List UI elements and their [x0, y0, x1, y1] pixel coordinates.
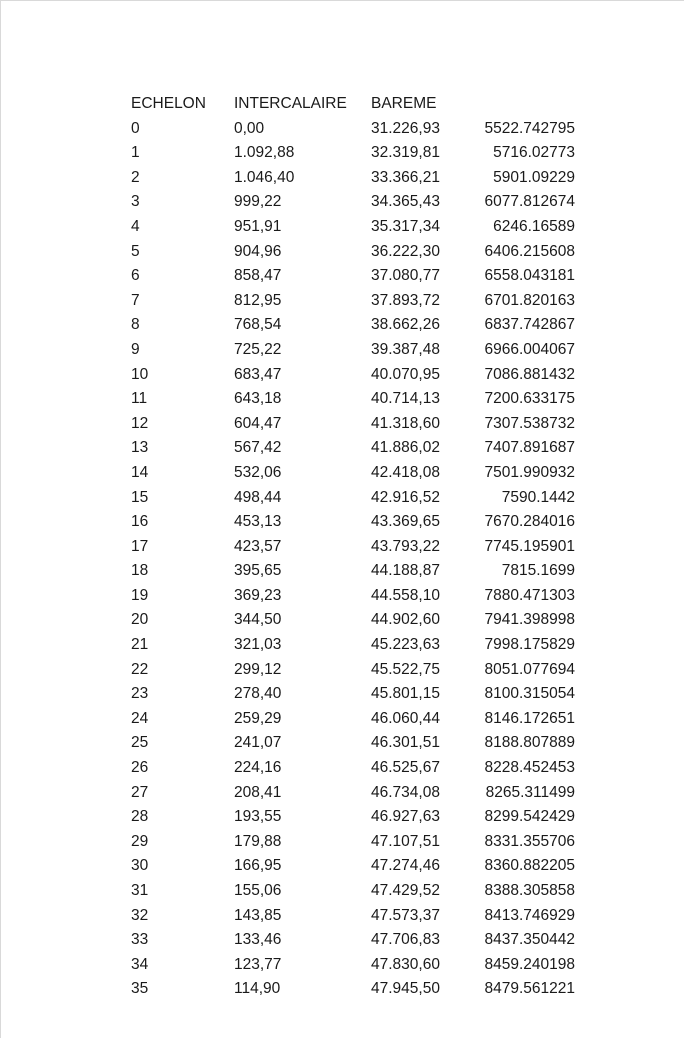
echelon-cell: 0 — [131, 119, 140, 137]
value-cell: 8188.807889 — [484, 734, 575, 752]
echelon-cell: 13 — [131, 439, 149, 457]
intercalaire-cell: 567,42 — [234, 439, 282, 457]
echelon-cell: 10 — [131, 365, 149, 383]
intercalaire-cell: 259,29 — [234, 709, 282, 727]
bareme-cell: 45.801,15 — [371, 685, 440, 703]
table-row — [131, 461, 575, 486]
echelon-cell: 1 — [131, 144, 140, 162]
bareme-cell: 47.706,83 — [371, 931, 440, 949]
table-row — [131, 731, 575, 756]
bareme-cell: 40.714,13 — [371, 390, 440, 408]
bareme-cell: 41.318,60 — [371, 414, 440, 432]
value-cell: 7745.195901 — [484, 537, 575, 555]
intercalaire-cell: 369,23 — [234, 586, 282, 604]
bareme-cell: 47.830,60 — [371, 955, 440, 973]
bareme-cell: 31.226,93 — [371, 119, 440, 137]
bareme-cell: 43.793,22 — [371, 537, 440, 555]
value-cell: 7200.633175 — [484, 390, 575, 408]
intercalaire-cell: 951,91 — [234, 217, 282, 235]
intercalaire-cell: 423,57 — [234, 537, 282, 555]
value-cell: 7307.538732 — [484, 414, 575, 432]
table-row — [131, 240, 575, 265]
value-cell: 7086.881432 — [484, 365, 575, 383]
bareme-cell: 47.573,37 — [371, 906, 440, 924]
table-row — [131, 682, 575, 707]
echelon-cell: 18 — [131, 562, 149, 580]
value-cell: 8146.172651 — [484, 709, 575, 727]
echelon-cell: 9 — [131, 340, 140, 358]
echelon-cell: 31 — [131, 882, 149, 899]
echelon-cell: 12 — [131, 414, 149, 432]
intercalaire-cell: 395,65 — [234, 562, 282, 580]
value-cell: 6701.820163 — [484, 291, 575, 309]
intercalaire-cell: 604,47 — [234, 414, 282, 432]
value-cell: 7407.891687 — [484, 439, 575, 457]
bareme-cell: 43.369,65 — [371, 513, 440, 531]
value-cell: 7590.1442 — [501, 488, 575, 506]
value-cell: 6077.812674 — [484, 193, 575, 211]
salary-scale-sheet — [131, 92, 575, 1002]
table-row — [131, 338, 575, 363]
bareme-cell: 34.365,43 — [371, 193, 440, 211]
bareme-cell: 46.734,08 — [371, 783, 440, 801]
echelon-cell: 32 — [131, 906, 149, 924]
value-cell: 6966.004067 — [484, 340, 575, 358]
intercalaire-cell: 643,18 — [234, 390, 282, 408]
echelon-cell: 22 — [131, 660, 149, 678]
echelon-cell: 16 — [131, 513, 149, 531]
intercalaire-cell: 241,07 — [234, 734, 282, 752]
value-cell: 8388.305858 — [484, 882, 575, 899]
intercalaire-cell: 278,40 — [234, 685, 282, 703]
table-row — [131, 633, 575, 658]
bareme-cell: 46.060,44 — [371, 709, 440, 727]
echelon-cell: 20 — [131, 611, 149, 629]
intercalaire-cell: 179,88 — [234, 832, 282, 850]
intercalaire-cell: 1.046,40 — [234, 168, 295, 186]
intercalaire-cell: 143,85 — [234, 906, 282, 924]
table-header — [131, 92, 575, 117]
table-row — [131, 781, 575, 806]
echelon-cell: 24 — [131, 709, 149, 727]
bareme-cell: 35.317,34 — [371, 217, 440, 235]
bareme-cell: 42.916,52 — [371, 488, 440, 506]
echelon-cell: 3 — [131, 193, 140, 211]
bareme-cell: 33.366,21 — [371, 168, 440, 186]
table-row — [131, 436, 575, 461]
echelon-cell: 35 — [131, 980, 149, 998]
value-cell: 8437.350442 — [484, 931, 575, 949]
bareme-cell: 39.387,48 — [371, 340, 440, 358]
bareme-cell: 44.902,60 — [371, 611, 440, 629]
value-cell: 8331.355706 — [484, 832, 575, 850]
bareme-cell: 47.429,52 — [371, 882, 440, 899]
echelon-cell: 4 — [131, 217, 140, 235]
value-cell: 8360.882205 — [484, 857, 575, 875]
bareme-cell: 38.662,26 — [371, 316, 440, 334]
value-cell: 8100.315054 — [484, 685, 575, 703]
intercalaire-cell: 498,44 — [234, 488, 282, 506]
intercalaire-cell: 812,95 — [234, 291, 282, 309]
bareme-cell: 46.525,67 — [371, 759, 440, 777]
header-echelon: ECHELON — [131, 95, 206, 112]
bareme-cell: 45.522,75 — [371, 660, 440, 678]
table-row — [131, 264, 575, 289]
intercalaire-cell: 123,77 — [234, 955, 282, 973]
table-row — [131, 977, 575, 1002]
intercalaire-cell: 453,13 — [234, 513, 282, 531]
table-row — [131, 289, 575, 314]
value-cell: 8228.452453 — [484, 759, 575, 777]
header-intercalaire: INTERCALAIRE — [234, 95, 347, 112]
echelon-table — [131, 92, 575, 1002]
echelon-cell: 28 — [131, 808, 149, 826]
value-cell: 7880.471303 — [484, 586, 575, 604]
value-cell: 5901.09229 — [493, 168, 575, 186]
intercalaire-cell: 193,55 — [234, 808, 282, 826]
echelon-cell: 27 — [131, 783, 149, 801]
table-row — [131, 117, 575, 142]
echelon-cell: 23 — [131, 685, 149, 703]
table-body — [131, 117, 575, 1002]
bareme-cell: 37.893,72 — [371, 291, 440, 309]
table-row — [131, 756, 575, 781]
bareme-cell: 46.927,63 — [371, 808, 440, 826]
table-row — [131, 658, 575, 683]
intercalaire-cell: 532,06 — [234, 463, 282, 481]
bareme-cell: 47.945,50 — [371, 980, 440, 998]
bareme-cell: 46.301,51 — [371, 734, 440, 752]
bareme-cell: 44.558,10 — [371, 586, 440, 604]
table-row — [131, 141, 575, 166]
value-cell: 5522.742795 — [484, 119, 575, 137]
table-row — [131, 928, 575, 953]
intercalaire-cell: 0,00 — [234, 119, 265, 137]
table-row — [131, 510, 575, 535]
intercalaire-cell: 133,46 — [234, 931, 282, 949]
echelon-cell: 30 — [131, 857, 149, 875]
table-row — [131, 166, 575, 191]
intercalaire-cell: 904,96 — [234, 242, 282, 260]
table-row — [131, 904, 575, 929]
intercalaire-cell: 224,16 — [234, 759, 282, 777]
value-cell: 8459.240198 — [484, 955, 575, 973]
table-row — [131, 608, 575, 633]
echelon-cell: 5 — [131, 242, 140, 260]
intercalaire-cell: 208,41 — [234, 783, 282, 801]
table-row — [131, 215, 575, 240]
table-row — [131, 854, 575, 879]
table-row — [131, 953, 575, 978]
intercalaire-cell: 858,47 — [234, 267, 282, 285]
intercalaire-cell: 683,47 — [234, 365, 282, 383]
echelon-cell: 19 — [131, 586, 149, 604]
bareme-cell: 44.188,87 — [371, 562, 440, 580]
bareme-cell: 41.886,02 — [371, 439, 440, 457]
value-cell: 7670.284016 — [484, 513, 575, 531]
echelon-cell: 2 — [131, 168, 140, 186]
value-cell: 8299.542429 — [484, 808, 575, 826]
value-cell: 6837.742867 — [484, 316, 575, 334]
intercalaire-cell: 155,06 — [234, 882, 282, 899]
table-row — [131, 387, 575, 412]
echelon-cell: 33 — [131, 931, 149, 949]
value-cell: 8051.077694 — [484, 660, 575, 678]
table-row — [131, 535, 575, 560]
value-cell: 5716.02773 — [493, 144, 575, 162]
header-value — [474, 92, 575, 117]
header-row — [131, 92, 575, 117]
echelon-cell: 11 — [131, 390, 148, 408]
value-cell: 8479.561221 — [484, 980, 575, 998]
echelon-cell: 21 — [131, 636, 149, 654]
table-row — [131, 190, 575, 215]
value-cell: 6246.16589 — [493, 217, 575, 235]
intercalaire-cell: 166,95 — [234, 857, 282, 875]
table-row — [131, 805, 575, 830]
echelon-cell: 34 — [131, 955, 149, 973]
echelon-cell: 26 — [131, 759, 149, 777]
echelon-cell: 14 — [131, 463, 149, 481]
table-row — [131, 559, 575, 584]
bareme-cell: 47.107,51 — [371, 832, 440, 850]
echelon-cell: 17 — [131, 537, 149, 555]
echelon-cell: 15 — [131, 488, 149, 506]
echelon-cell: 8 — [131, 316, 140, 334]
table-row — [131, 584, 575, 609]
table-row — [131, 707, 575, 732]
bareme-cell: 47.274,46 — [371, 857, 440, 875]
intercalaire-cell: 725,22 — [234, 340, 282, 358]
value-cell: 6406.215608 — [484, 242, 575, 260]
table-row — [131, 363, 575, 388]
intercalaire-cell: 299,12 — [234, 660, 282, 678]
value-cell: 6558.043181 — [484, 267, 575, 285]
intercalaire-cell: 1.092,88 — [234, 144, 295, 162]
table-row — [131, 412, 575, 437]
header-bareme: BAREME — [371, 95, 437, 112]
table-row — [131, 830, 575, 855]
bareme-cell: 45.223,63 — [371, 636, 440, 654]
bareme-cell: 37.080,77 — [371, 267, 440, 285]
intercalaire-cell: 768,54 — [234, 316, 282, 334]
intercalaire-cell: 114,90 — [234, 980, 281, 998]
value-cell: 8413.746929 — [484, 906, 575, 924]
table-row — [131, 313, 575, 338]
bareme-cell: 36.222,30 — [371, 242, 440, 260]
intercalaire-cell: 321,03 — [234, 636, 282, 654]
intercalaire-cell: 344,50 — [234, 611, 282, 629]
table-row — [131, 486, 575, 511]
value-cell: 8265.311499 — [485, 783, 575, 801]
echelon-cell: 6 — [131, 267, 140, 285]
value-cell: 7941.398998 — [484, 611, 575, 629]
intercalaire-cell: 999,22 — [234, 193, 282, 211]
value-cell: 7501.990932 — [484, 463, 575, 481]
table-row — [131, 879, 575, 904]
bareme-cell: 42.418,08 — [371, 463, 440, 481]
echelon-cell: 7 — [131, 291, 140, 309]
echelon-cell: 25 — [131, 734, 149, 752]
echelon-cell: 29 — [131, 832, 149, 850]
bareme-cell: 32.319,81 — [371, 144, 440, 162]
value-cell: 7998.175829 — [484, 636, 575, 654]
value-cell: 7815.1699 — [501, 562, 575, 580]
bareme-cell: 40.070,95 — [371, 365, 440, 383]
